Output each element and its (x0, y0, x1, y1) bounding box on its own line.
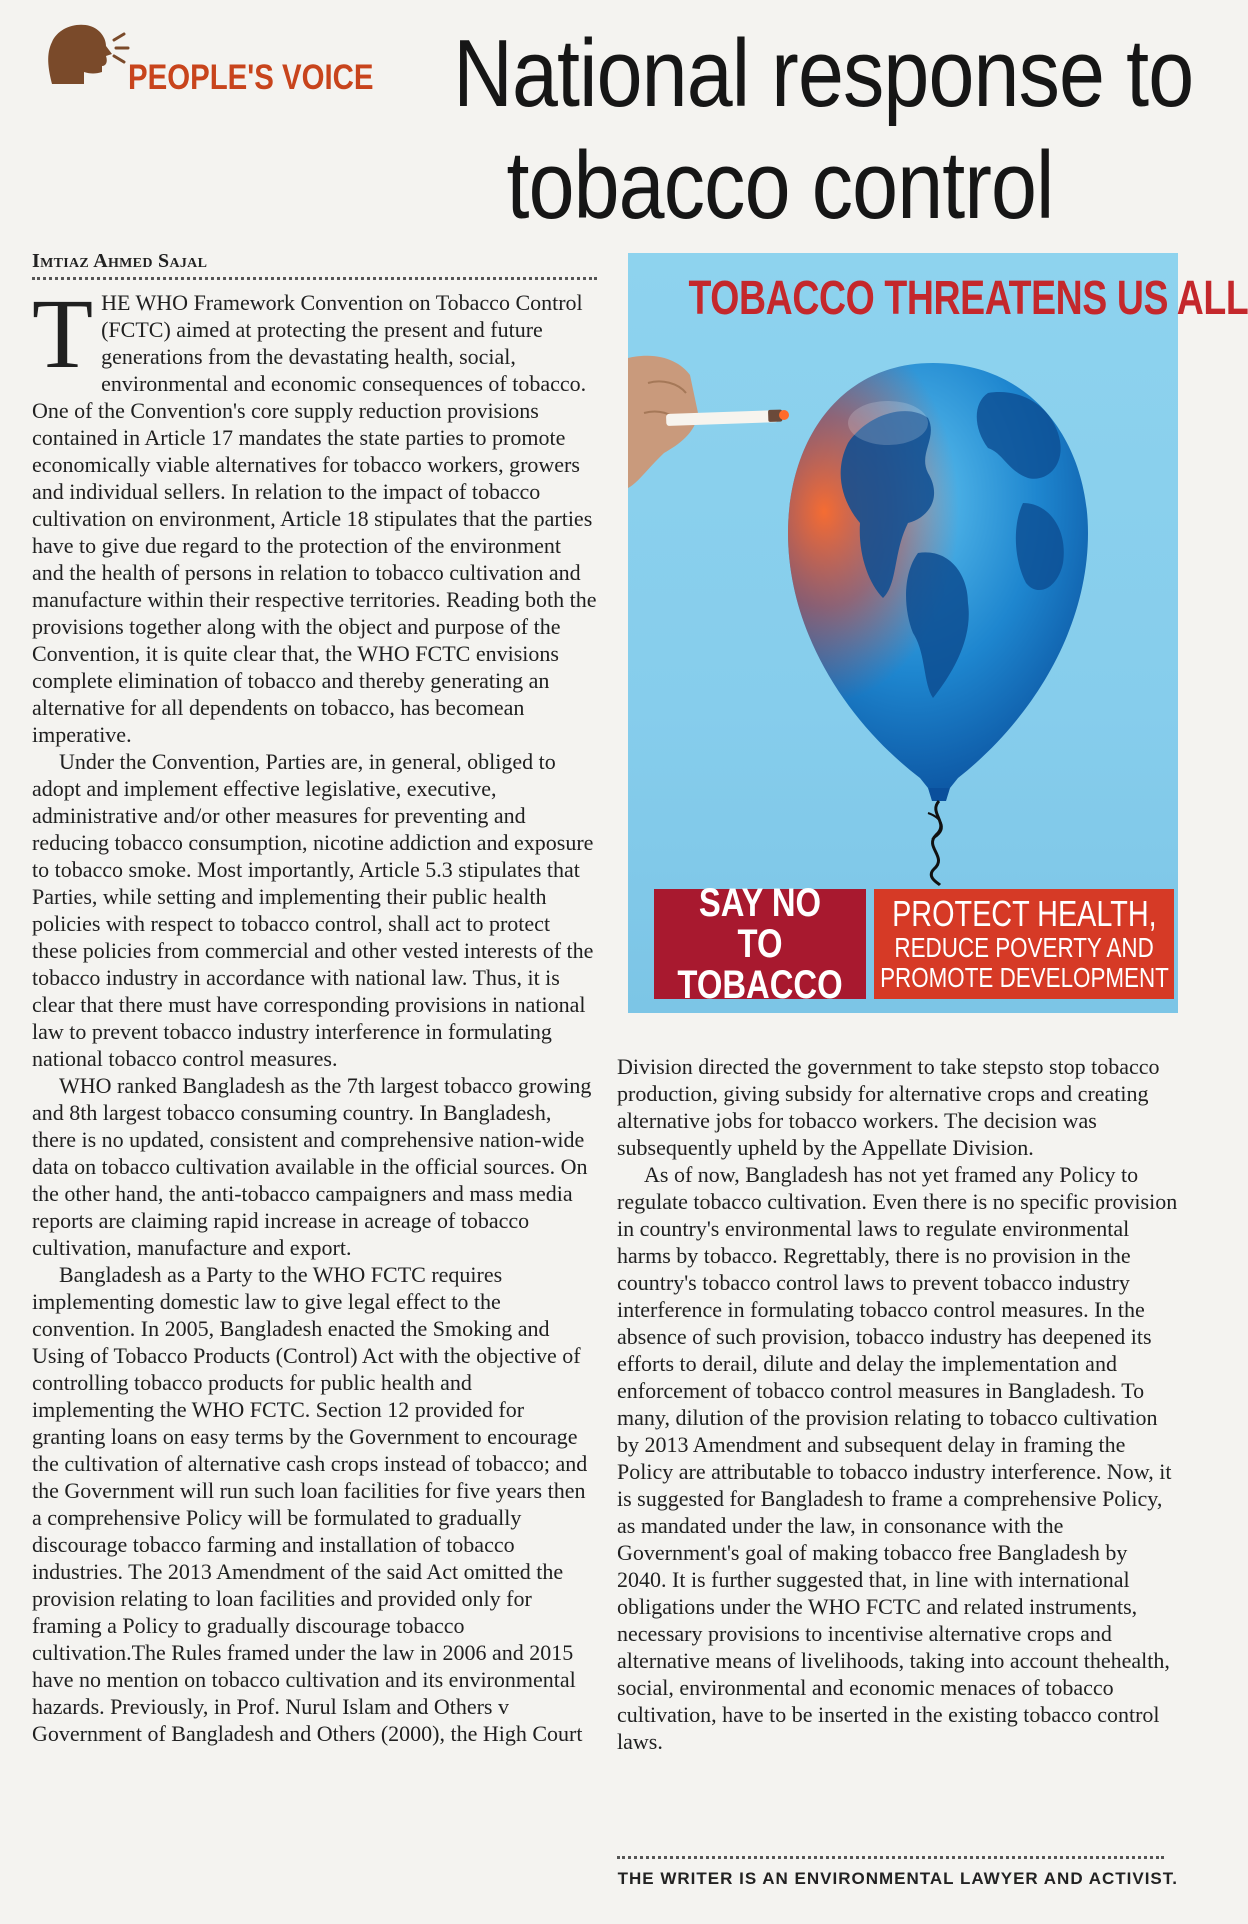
say-no-line-1: SAY NO TO (698, 880, 822, 966)
footnote-divider (617, 1856, 1164, 1859)
poster-title: TOBACCO THREATENS US ALL (688, 272, 1248, 325)
byline: Imtiaz Ahmed Sajal (32, 250, 208, 272)
protect-health-line-2: REDUCE POVERTY AND (894, 932, 1154, 963)
protect-health-box (874, 889, 1174, 999)
paragraph-1: THE WHO Framework Convention on Tobacco Control (FCTC) aimed at protecting the present and future generations from the devastating health, social, environmental and economic consequences of tobacco. One of the Convention's core supply reduction provisions contained in Article 17 mandates the state parties to promote economically viable alternatives for tobacco workers, growers and individual sellers. In relation to the impact of tobacco cultivation on environment, Article 18 stipulates that the parties have to give due regard to the protection of the environment and the health of persons in relation to tobacco cultivation and manufacture within their respective territories. Reading both the provisions together along with the object and purpose of the Convention, it is quite clear that, the WHO FCTC envisions complete elimination of tobacco and thereby generating an alternative for all dependents on tobacco, has becomean imperative. (32, 278, 597, 747)
article-column-right (617, 1053, 1178, 1755)
say-no-line-2: TOBACCO (677, 962, 843, 1007)
headline-line-1: National response to (453, 20, 1194, 127)
drop-cap: T (32, 278, 94, 389)
writer-note: THE WRITER IS AN ENVIRONMENTAL LAWYER AND ACTIVIST. (617, 1869, 1178, 1888)
paragraph-5: As of now, Bangladesh has not yet framed any Policy to regulate tobacco cultivation. Even there is no specific provision in country's environmental laws to regulate environmental harms by tobacco. Regrettably, there is no provision in the country's tobacco control laws to prevent tobacco industry interference in formulating tobacco control measures. In the absence of such provision, tobacco industry has deepened its efforts to derail, dilute and delay the implementation and enforcement of tobacco control measures in Bangladesh. To many, dilution of the provision relating to tobacco cultivation by 2013 Amendment and subsequent delay in framing the Policy are attributable to tobacco industry interference. Now, it is suggested for Bangladesh to frame a comprehensive Policy, as mandated under the law, in consonance with the Government's goal of making tobacco free Bangladesh by 2040. It is further suggested that, in line with international obligations under the WHO FCTC and related instruments, necessary provisions to incentivise alternative crops and alternative means of livelihoods, taking into account thehealth, social, environmental and economic menaces of tobacco cultivation, have to be inserted in the existing tobacco control laws. (617, 1162, 1178, 1754)
paragraph-2: Under the Convention, Parties are, in general, obliged to adopt and implement effective legislative, executive, administrative and/or other measures for preventing and reducing tobacco consumption, nicotine addiction and exposure to tobacco smoke. Most importantly, Article 5.3 stipulates that Parties, while setting and implementing their public health policies with respect to tobacco control, shall act to protect these policies from commercial and other vested interests of the tobacco industry in accordance with national law. Thus, it is clear that there must have corresponding provisions in national law to prevent tobacco industry interference in formulating national tobacco control measures. (32, 749, 594, 1071)
protect-health-line-1: PROTECT HEALTH, (891, 893, 1157, 934)
speaker-head-icon (42, 20, 132, 90)
section-label: PEOPLE'S VOICE (128, 58, 374, 97)
paragraph-4-continued: Division directed the government to take stepsto stop tobacco production, giving subsidy for alternative crops and creating alternative jobs for tobacco workers. The decision was subsequently upheld by the Appellate Division. (617, 1054, 1160, 1160)
section-brand (42, 18, 372, 108)
tobacco-poster (628, 253, 1248, 1013)
article-column-left (32, 278, 597, 1747)
paragraph-3: WHO ranked Bangladesh as the 7th largest tobacco growing and 8th largest tobacco consuming country. In Bangladesh, there is no updated, consistent and comprehensive nation-wide data on tobacco cultivation available in the official sources. On the other hand, the anti-tobacco campaigners and mass media reports are claiming rapid increase in acreage of tobacco cultivation, manufacture and export. (32, 1073, 592, 1260)
byline-divider (32, 277, 597, 280)
say-no-box (654, 880, 866, 1007)
headline-line-2: tobacco control (506, 132, 1054, 239)
headline (453, 18, 1194, 242)
protect-health-line-3: PROMOTE DEVELOPMENT (879, 962, 1169, 993)
paragraph-4: Bangladesh as a Party to the WHO FCTC requires implementing domestic law to give legal effect to the convention. In 2005, Bangladesh enacted the Smoking and Using of Tobacco Products (Control) Act with the objective of controlling tobacco products for public health and implementing the WHO FCTC. Section 12 provided for granting loans on easy terms by the Government to encourage the cultivation of alternative cash crops instead of tobacco; and the Government will run such loan facilities for five years then a comprehensive Policy will be formulated to gradually discourage tobacco farming and installation of tobacco industries. The 2013 Amendment of the said Act omitted the provision relating to loan facilities and provided only for framing a Policy to gradually discourage tobacco cultivation.The Rules framed under the law in 2006 and 2015 have no mention on tobacco cultivation and its environmental hazards. Previously, in Prof. Nurul Islam and Others v Government of Bangladesh and Others (2000), the High Court (32, 1262, 588, 1746)
